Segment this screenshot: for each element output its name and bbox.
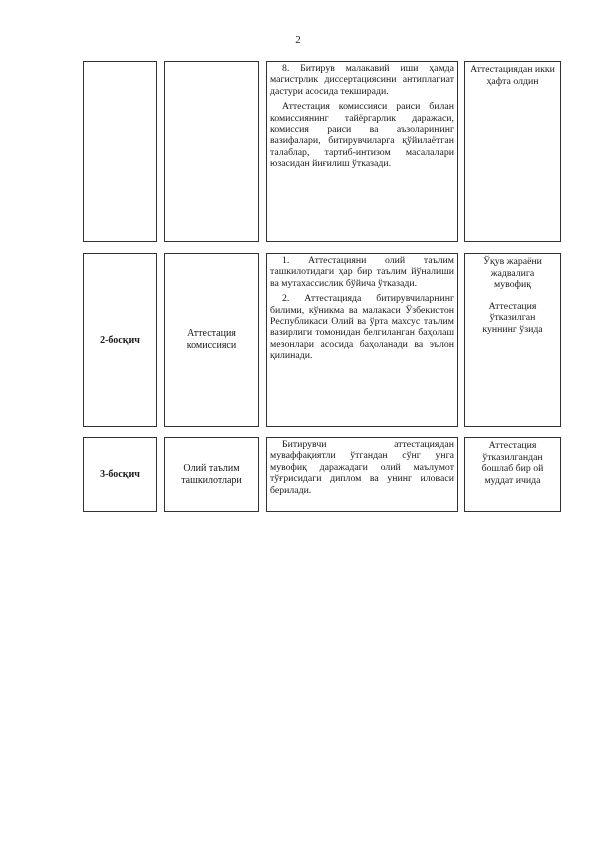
page-number: 2 — [295, 34, 301, 46]
executor-label: Аттестация комиссияси — [186, 328, 237, 351]
description-paragraph: Аттестация комиссияси раиси билан комиссиянинг тайёргарлик даражаси, комиссия раиси ва аъзоларининг вазифалари, битирувчиларга қўйилаётган талаблар, тартиб-интизом масалалари юзасидан йиғилиш ўтказади. — [270, 101, 454, 170]
executor-cell — [164, 437, 259, 512]
term-text: Аттестация ўтказилгандан бошлаб бир ой муддат ичида — [481, 440, 544, 486]
executor-cell — [164, 253, 259, 427]
description-cell — [266, 61, 458, 242]
term-text: Аттестациядан икки ҳафта олдин — [470, 64, 555, 87]
term-text: Аттестация ўтказилган куннинг ўзида — [482, 300, 543, 335]
description-paragraph: 1. Аттестацияни олий таълим ташкилотидаги ҳар бир таълим йўналиши ва мутахассислик бўйича ўтказади. — [270, 255, 454, 289]
term-cell — [464, 253, 561, 427]
stage-cell: 2-босқич — [83, 253, 157, 427]
stage-cell — [83, 61, 157, 242]
description-paragraph: 2. Аттестацияда битирувчиларнинг билими, кўникма ва малакаси Ўзбекистон Республикаси Олий ва ўрта махсус таълим вазирлиги томонидан белгиланган баҳолаш мезонлари асосида баҳоланади ва эълон қилинади. — [270, 293, 454, 362]
description-paragraph: 8. Битирув малакавий иши ҳамда магистрлик диссертациясини антиплагиат дастури асосида текширади. — [270, 63, 454, 97]
stage-cell: 3-босқич — [83, 437, 157, 512]
term-cell — [464, 61, 561, 242]
executor-label: Олий таълим ташкилотлари — [181, 462, 242, 486]
description-cell — [266, 253, 458, 427]
term-text: Ўқув жараёни жадвалига мувофиқ — [483, 256, 542, 290]
term-cell — [464, 437, 561, 512]
description-cell — [266, 437, 458, 512]
description-paragraph: Битирувчи аттестациядан муваффақиятли ўтгандан сўнг унга мувофиқ даражадаги олий маълумот тўғрисидаги диплом ва унинг иловаси берилади. — [270, 439, 454, 496]
executor-cell — [164, 61, 259, 242]
